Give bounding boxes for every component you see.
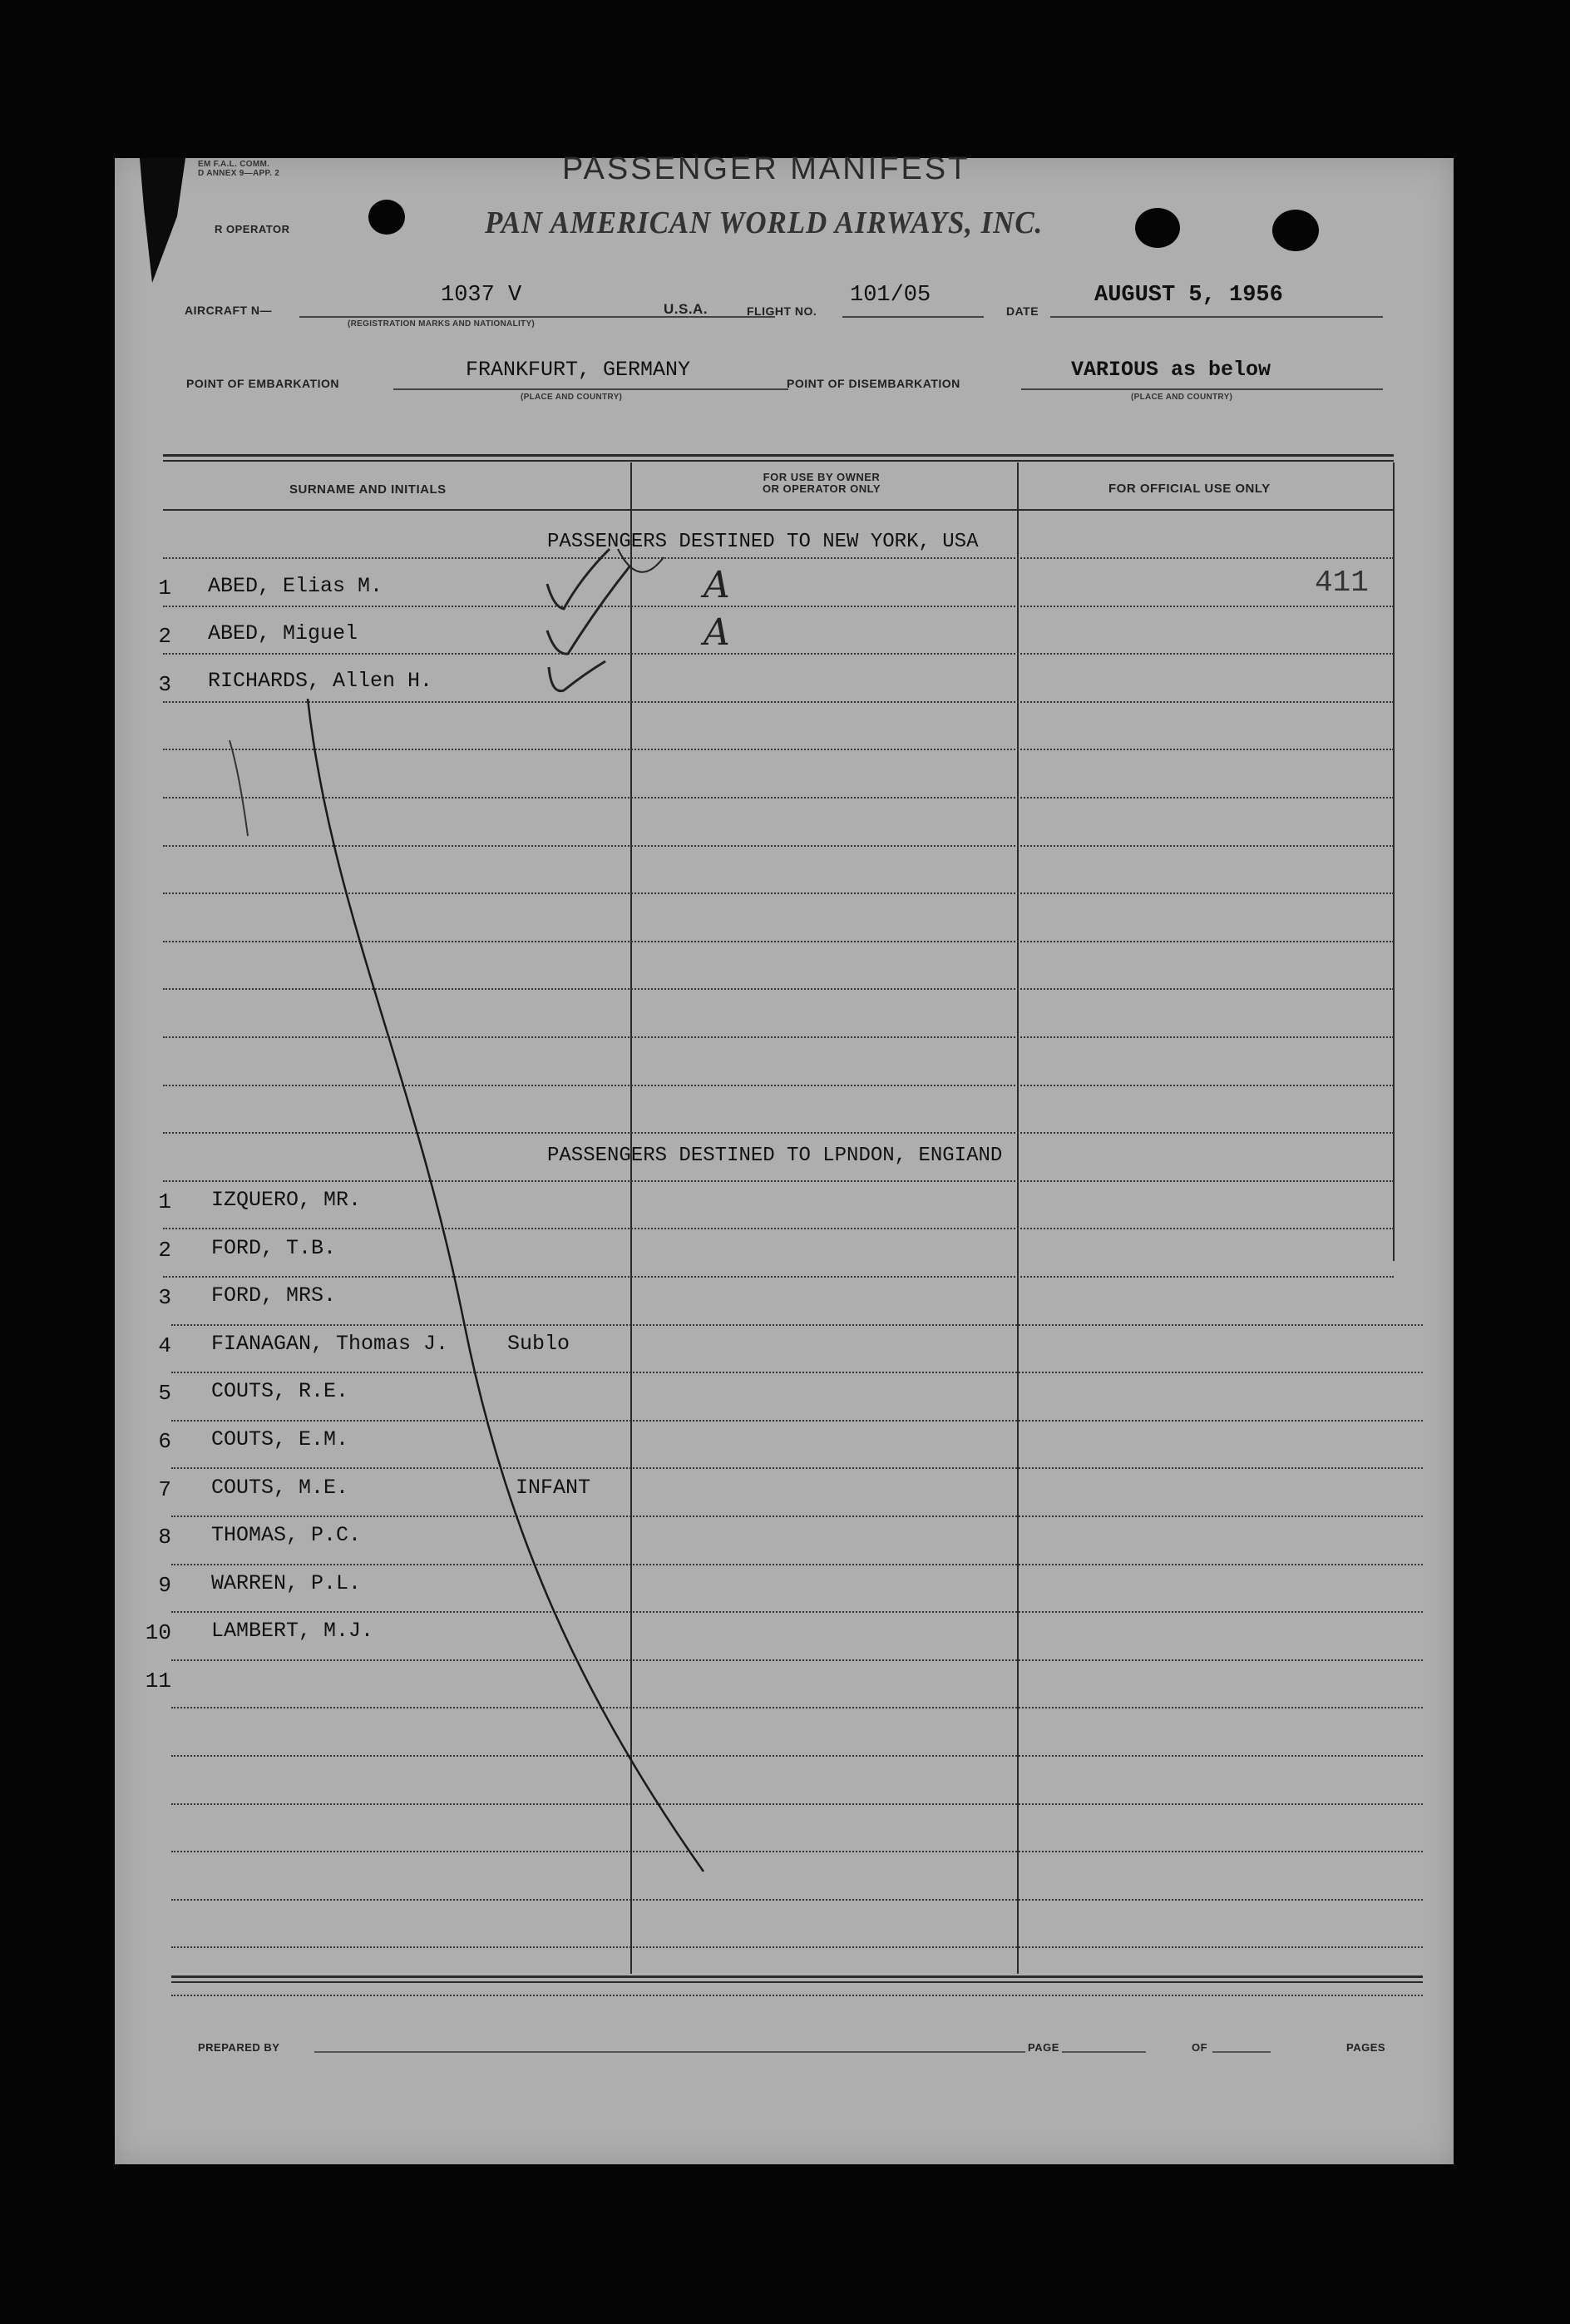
date-value: AUGUST 5, 1956 [1094,283,1283,308]
registration-caption: (REGISTRATION MARKS AND NATIONALITY) [348,319,536,329]
aircraft-label: AIRCRAFT N— [185,304,273,317]
section-heading-london: PASSENGERS DESTINED TO LPNDON, ENGIAND [547,1145,1003,1167]
aircraft-value: 1037 V [441,283,522,308]
owner-mark: A [704,611,730,654]
table-bottom-border [171,1975,1423,1978]
handwritten-checkmarks [115,158,1454,2164]
prepared-by-label: PREPARED BY [198,2041,280,2054]
column-header-surname: SURNAME AND INITIALS [289,482,447,497]
date-label: DATE [1006,304,1039,318]
row-number: 3 [158,1285,171,1311]
passenger-name: FORD, MRS. [211,1283,337,1308]
disembarkation-caption: (PLACE AND COUNTRY) [1131,393,1233,402]
embarkation-caption: (PLACE AND COUNTRY) [521,393,623,402]
row-number: 1 [158,576,171,601]
prepared-by-line [314,2051,1146,2053]
row-number: 7 [158,1476,171,1502]
passenger-name: ABED, Miguel [208,621,358,645]
official-note: 411 [1315,566,1369,600]
disembarkation-value: VARIOUS as below [1071,358,1271,382]
page-label: PAGE [1025,2041,1062,2054]
passenger-name: COUTS, M.E. [211,1475,349,1500]
flight-label: FLIGHT NO. [747,304,817,318]
passenger-note: Sublo [507,1331,570,1356]
embarkation-label: POINT OF EMBARKATION [186,377,339,390]
passenger-name: COUTS, E.M. [211,1427,349,1451]
operator-label: R OPERATOR [215,223,290,235]
pages-line [1212,2051,1271,2053]
row-number: 10 [145,1620,171,1646]
disembarkation-label: POINT OF DISEMBARKATION [787,377,960,390]
passenger-name: RICHARDS, Allen H. [208,669,433,693]
passenger-name: ABED, Elias M. [208,574,383,598]
flight-value: 101/05 [850,283,931,308]
row-number: 1 [158,1189,171,1214]
row-number: 11 [145,1669,171,1694]
row-number: 4 [158,1333,171,1358]
passenger-name: COUTS, R.E. [211,1379,349,1404]
row-number: 6 [158,1429,171,1454]
of-label: OF [1189,2041,1210,2054]
corner-form-ref: EM F.A.L. COMM. D ANNEX 9—APP. 2 [198,160,280,178]
column-header-owner: FOR USE BY OWNER OR OPERATOR ONLY [762,471,881,495]
pages-label: PAGES [1344,2041,1388,2054]
manifest-sheet [115,151,1454,2164]
passenger-name: IZQUERO, MR. [211,1188,362,1212]
passenger-name: THOMAS, P.C. [211,1523,362,1548]
operator-name: PAN AMERICAN WORLD AIRWAYS, INC. [485,205,1044,240]
owner-mark: A [704,564,730,606]
passenger-name: WARREN, P.L. [211,1570,362,1595]
row-number: 3 [158,672,171,697]
page-title: PASSENGER MANIFEST [562,151,970,186]
passenger-note: INFANT [516,1475,591,1500]
passenger-name: FIANAGAN, Thomas J. [211,1331,449,1356]
usa-label: U.S.A. [664,301,708,317]
row-number: 2 [158,624,171,649]
embarkation-value: FRANKFURT, GERMANY [466,358,691,382]
passenger-name: FORD, T.B. [211,1235,337,1260]
table-bottom-border-2 [171,1981,1423,1983]
row-number: 9 [158,1572,171,1598]
row-number: 8 [158,1525,171,1550]
passenger-name: LAMBERT, M.J. [211,1619,374,1644]
section-heading-new-york: PASSENGERS DESTINED TO NEW YORK, USA [547,531,979,553]
row-number: 5 [158,1381,171,1407]
column-header-official: FOR OFFICIAL USE ONLY [1108,482,1271,496]
row-number: 2 [158,1237,171,1263]
